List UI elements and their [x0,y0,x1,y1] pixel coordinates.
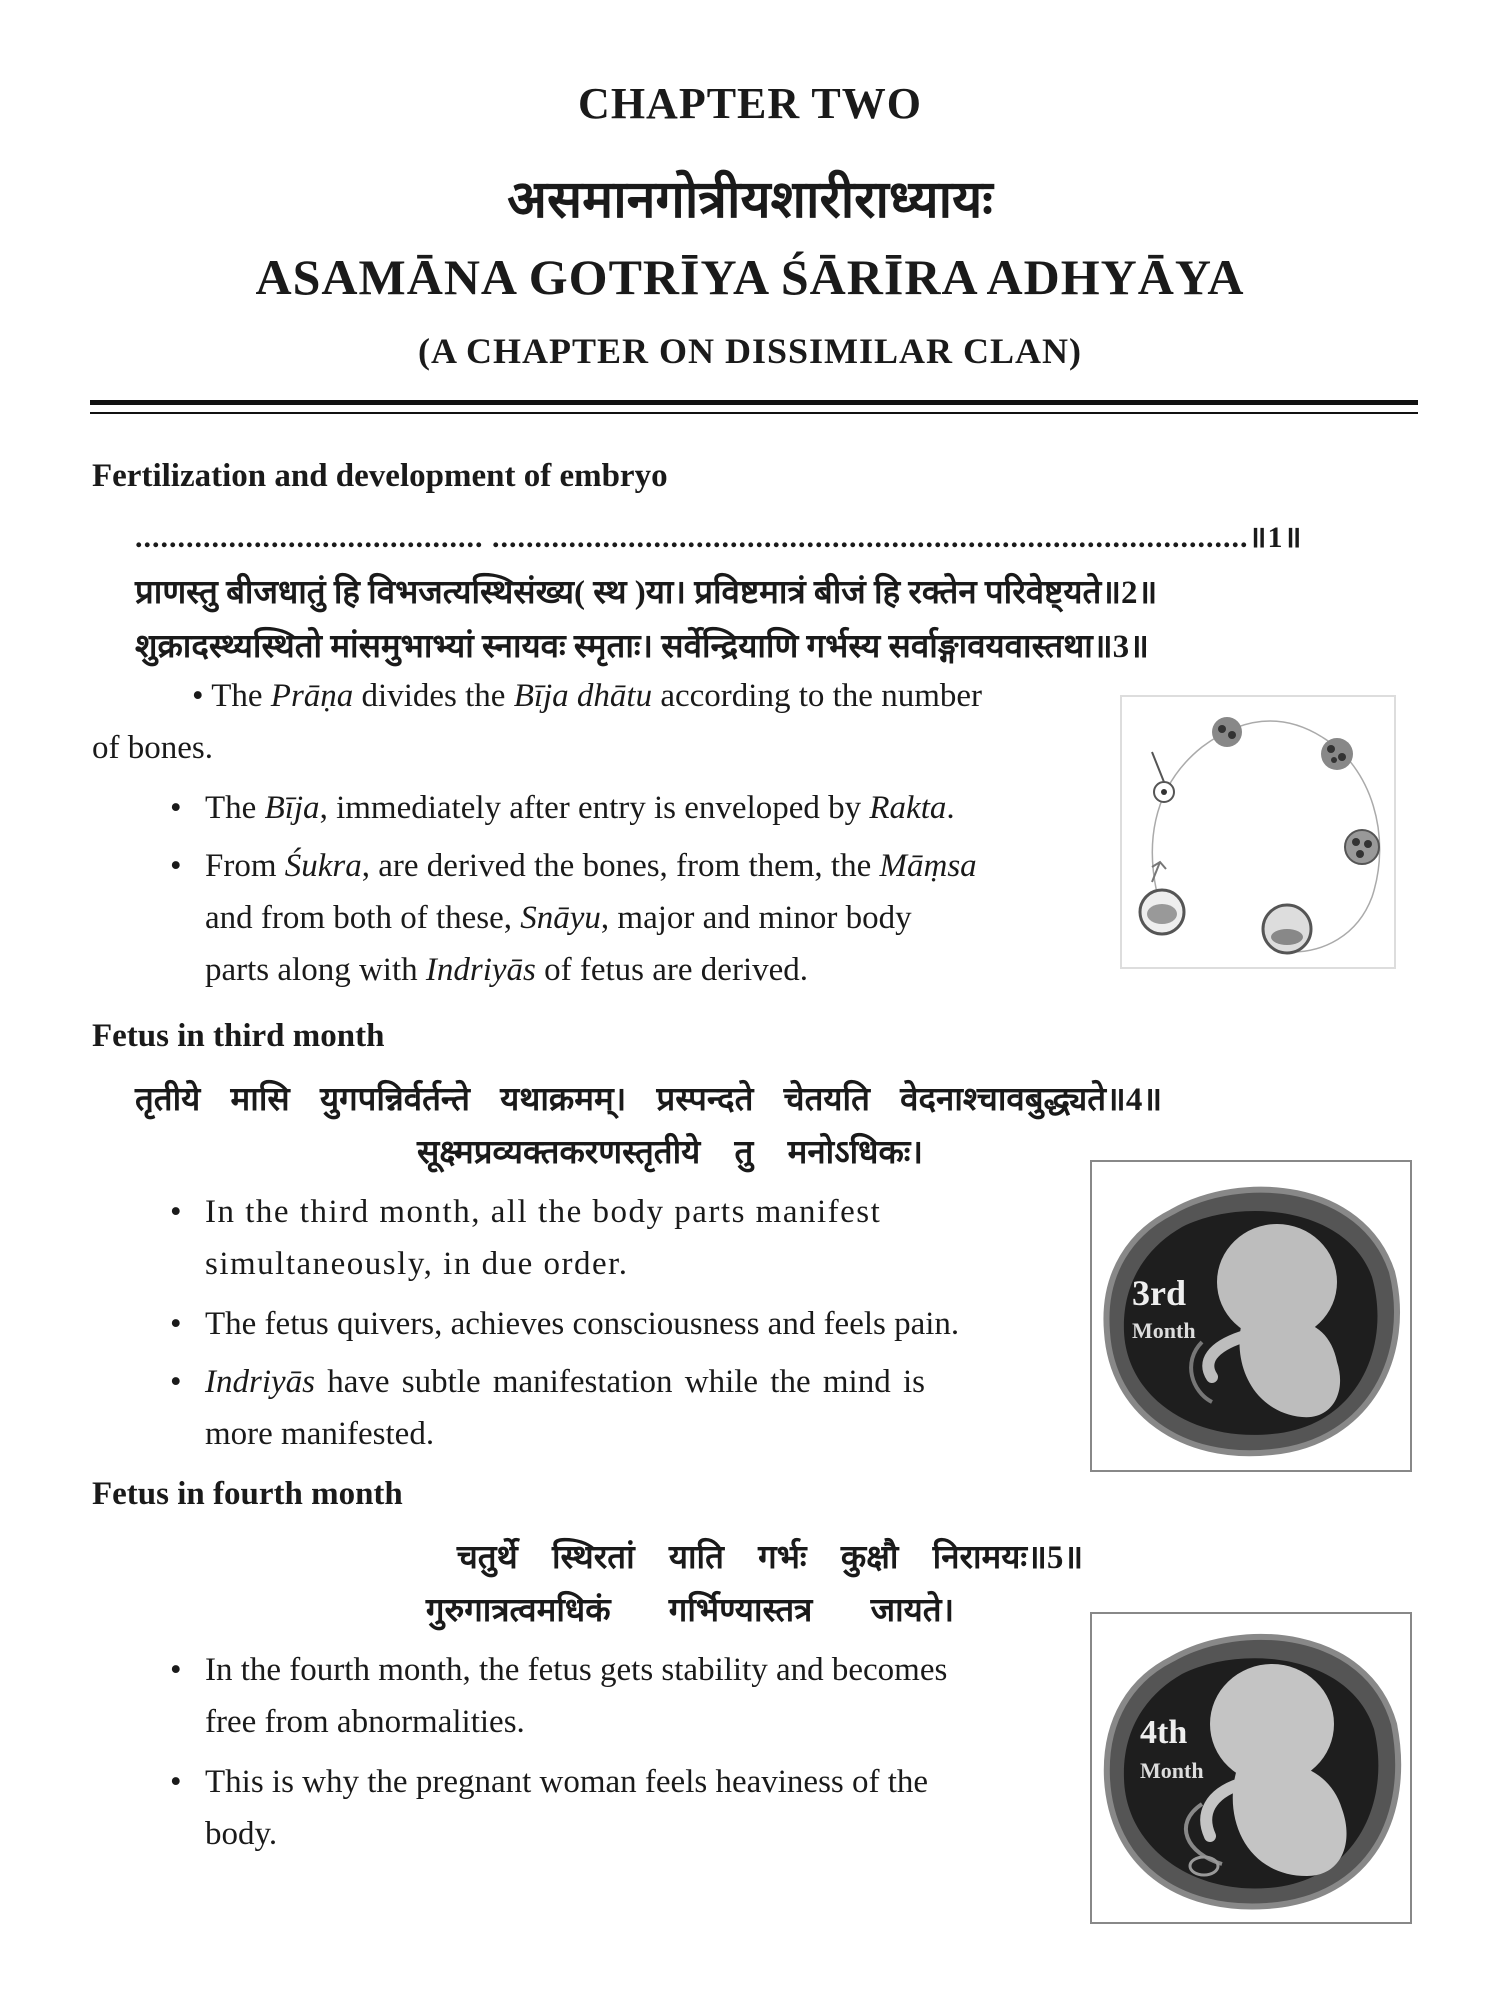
header-divider-thick [90,400,1418,405]
sanskrit-chapter-title: असमानगोत्रीयशारीराध्यायः [507,172,993,229]
verse-1: ......................................... .........................................................................................॥1॥ [135,521,1303,554]
third-month-label-number: 3rd [1132,1273,1186,1313]
verse-3: शुक्रादस्थ्यस्थितो मांसमुभाभ्यां स्नायवः स्मृताः। सर्वेन्द्रियाणि गर्भस्य सर्वाङ्गावयवास्तथा॥3॥ [135,629,1149,665]
verse-5: चतुर्थे स्थिरतां याति गर्भः कुक्षौ निरामयः॥5॥ [456,1540,1084,1576]
verse-5-cont: गुरुगात्रत्वमधिकं गर्भिण्यास्तत्र जायते। [425,1593,955,1629]
section-heading-fertilization: Fertilization and development of embryo [92,458,668,494]
verse-4: तृतीये मासि युगपन्निर्वर्तन्ते यथाक्रमम्। प्रस्पन्दते चेतयति वेदनाश्चावबुद्ध्यते॥4॥ [135,1082,1163,1118]
chapter-number: CHAPTER TWO [578,79,922,128]
transliterated-chapter-title: ASAMĀNA GOTRĪYA ŚĀRĪRA ADHYĀYA [255,249,1245,305]
header-divider-thin [90,412,1418,414]
third-month-label-word: Month [1132,1318,1196,1343]
bullet-prana: • The Prāṇa divides the Bīja dhātu according to the number of bones. [92,678,982,766]
third-month-fetus-image [1090,1160,1412,1472]
section-heading-third-month: Fetus in third month [92,1018,385,1054]
embryo-cleavage-diagram [1120,695,1396,969]
fourth-month-label-number: 4th [1140,1714,1188,1751]
fourth-month-label-word: Month [1140,1758,1204,1783]
verse-4-cont: सूक्ष्मप्रव्यक्तकरणस्तृतीये तु मनोऽधिकः। [417,1135,923,1171]
chapter-subtitle: (A CHAPTER ON DISSIMILAR CLAN) [417,331,1083,371]
fourth-month-fetus-image [1090,1612,1412,1924]
verse-2: प्राणस्तु बीजधातुं हि विभजत्यस्थिसंख्य( स्थ )या। प्रविष्टमात्रं बीजं हि रक्तेन परिवेष्ट्यते॥2॥ [135,575,1158,611]
section-heading-fourth-month: Fetus in fourth month [92,1476,403,1512]
